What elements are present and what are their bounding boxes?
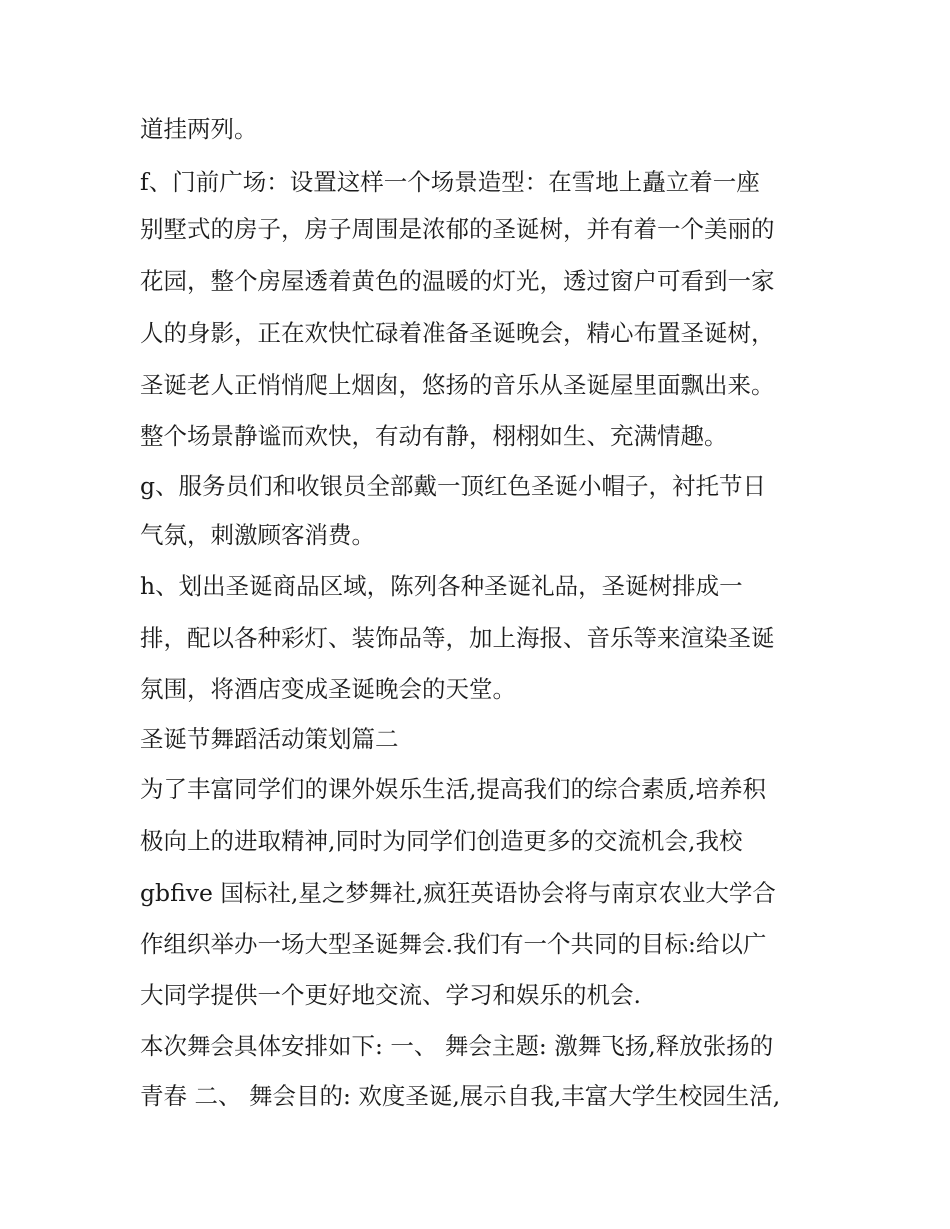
text-line: 整个场景静谧而欢快，有动有静，栩栩如生、充满情趣。 bbox=[140, 422, 728, 450]
text-line: 人的身影，正在欢快忙碌着准备圣诞晚会，精心布置圣诞树， bbox=[140, 319, 775, 347]
text-line: 作组织举办一场大型圣诞舞会.我们有一个共同的目标:给以广 bbox=[140, 930, 767, 958]
text-line: gbfive 国标社,星之梦舞社,疯狂英语协会将与南京农业大学合 bbox=[140, 879, 776, 907]
text-line: 别墅式的房子，房子周围是浓郁的圣诞树，并有着一个美丽的 bbox=[140, 215, 775, 243]
text-line: 大同学提供一个更好地交流、学习和娱乐的机会. bbox=[140, 981, 641, 1009]
text-line: 花园，整个房屋透着黄色的温暖的灯光，透过窗户可看到一家 bbox=[140, 267, 775, 295]
text-line: 氛围，将酒店变成圣诞晚会的天堂。 bbox=[140, 675, 516, 703]
text-line: 青春 二、 舞会目的: 欢度圣诞,展示自我,丰富大学生校园生活, bbox=[140, 1082, 781, 1110]
text-line: 气氛，刺激顾客消费。 bbox=[140, 521, 375, 549]
text-line: f、门前广场：设置这样一个场景造型：在雪地上矗立着一座 bbox=[140, 168, 760, 196]
text-line: h、划出圣诞商品区域，陈列各种圣诞礼品，圣诞树排成一 bbox=[140, 572, 743, 600]
text-line: 本次舞会具体安排如下: 一、 舞会主题: 激舞飞扬,释放张扬的 bbox=[140, 1032, 774, 1060]
text-line: 圣诞老人正悄悄爬上烟囱，悠扬的音乐从圣诞屋里面飘出来。 bbox=[140, 371, 775, 399]
text-line: 为了丰富同学们的课外娱乐生活,提高我们的综合素质,培养积 bbox=[140, 775, 766, 803]
section-heading: 圣诞节舞蹈活动策划篇二 bbox=[140, 725, 399, 753]
text-line: 极向上的进取精神,同时为同学们创造更多的交流机会,我校 bbox=[140, 827, 743, 855]
text-line: 排，配以各种彩灯、装饰品等，加上海报、音乐等来渲染圣诞 bbox=[140, 624, 775, 652]
text-line: 道挂两列。 bbox=[140, 115, 258, 143]
text-line: g、服务员们和收银员全部戴一顶红色圣诞小帽子，衬托节日 bbox=[140, 472, 767, 500]
